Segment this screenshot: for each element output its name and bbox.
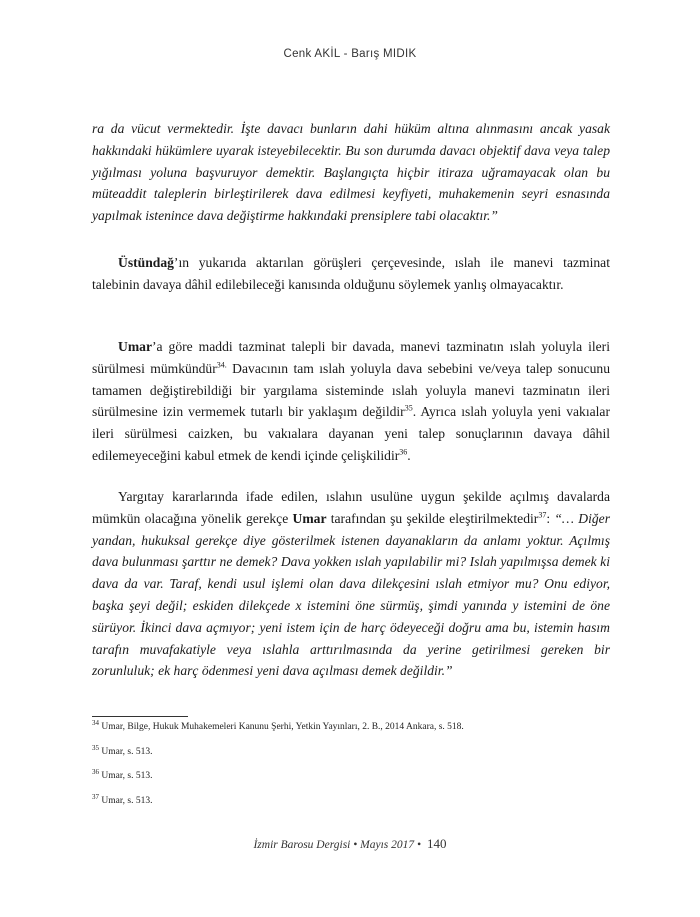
footnote-ref[interactable]: 34. [216, 360, 227, 370]
footnote-text: Umar, s. 513. [99, 746, 153, 757]
paragraph-text: . [407, 447, 411, 463]
footnote-number: 36 [92, 767, 99, 776]
paragraph-text: : [546, 510, 555, 526]
paragraph-text: . Ayrıca ıslah yoluyla yeni vakıalar ileri sürülmesi caizken, bu vakıalara dayanan yeni talep sonuçlarının davaya dâhil edilemeyeceğini kabul etmek de kendi içinde çelişkilidir [92, 404, 610, 463]
paragraph-text: Yargıtay kararlarında ifade edilen, ıslahın usulüne uygun şekilde açılmış davalarda mümkün olacağına yönelik gerekçe [92, 489, 610, 526]
paragraph-text: ’ın yukarıda aktarılan görüşleri çerçevesinde, ıslah ile manevi tazminat talebinin davaya dâhil edilebileceği kanısında olduğunu söylemek yanlış olmayacaktır. [92, 255, 610, 292]
paragraph-text: Davacının tam ıslah yoluyla dava sebebini ve/veya talep sonucunu tamamen değiştirebildiği bir yargılama sisteminde ıslah yoluyla manevi tazminatın ileri sürülmesine izin vermemek tutarlı bir yaklaşım değildir [92, 360, 610, 420]
body-text [92, 118, 610, 227]
paragraph-quote-continuation: ra da vücut vermektedir. İşte davacı bunların dahi hüküm altına alınmasını ancak yasak hakkındaki hükümlere uyarak isteyebilecektir. Bu son durumda davacı objektif dava veya talep yığılması yoluna başvuruyor demektir. Başlangıçta hiçbir itiraza uğramayacak olan bu müteaddit taleplerin birleştirilerek dava edilmesi keyfiyeti, muhakemenin seyri esnasında yapılmak istenince dava değiştirme hakkındaki prensiplere tabi olacaktır.” [92, 121, 610, 224]
author-name-bold: Umar [118, 339, 152, 354]
footnote-ref[interactable]: 37 [538, 510, 547, 520]
footnotes [92, 718, 610, 819]
footnote-item [92, 743, 610, 758]
paragraph-yargitay [92, 486, 610, 682]
footnote-ref[interactable]: 35 [404, 403, 413, 413]
footnote-text: Umar, s. 513. [99, 795, 153, 806]
author-name-bold: Üstündağ [118, 255, 174, 270]
footnote-text: Umar, s. 513. [99, 771, 153, 781]
journal-name: İzmir Barosu Dergisi • Mayıs 2017 • [253, 839, 422, 851]
paragraph-umar [92, 336, 610, 467]
author-name-bold: Umar [292, 510, 327, 526]
body-text-2 [92, 252, 610, 296]
footnote-number: 35 [92, 743, 99, 752]
footnote-ref[interactable]: 36 [399, 447, 408, 457]
footnote-item [92, 767, 610, 782]
body-text-4 [92, 486, 610, 682]
footnote-text: Umar, Bilge, Hukuk Muhakemeleri Kanunu Şerhi, Yetkin Yayınları, 2. B., 2014 Ankara, s. 518. [99, 722, 464, 732]
paragraph-text: tarafından şu şekilde eleştirilmektedir [326, 510, 539, 526]
paragraph-ustundag [92, 252, 610, 296]
footnote-item [92, 792, 610, 807]
footnote-item [92, 718, 610, 733]
paragraph-text: ’a göre maddi tazminat talepli bir davada, manevi tazminatın ıslah yoluyla ileri sürülmesi mümkündür [92, 339, 610, 376]
page-footer [0, 836, 700, 852]
running-header: Cenk AKİL - Barış MIDIK [283, 48, 417, 60]
block-quote: “… Diğer yandan, hukuksal gerekçe diye gösterilmek istenen dayanakların da anlamı yoktur. Açılmış dava bulunması şarttır ne demek? Dava yokken ıslah yapılabilir mi? Islah yapılmışsa demek ki dava da var. Taraf, kendi usul işlemi olan dava dilekçesini ıslah etmiyor mu? Onu ediyor, başka şeyi değil; eskiden dilekçede x istemini öne sürmüş, şimdi yanında y istemini de öne sürüyor. İkinci dava açmıyor; yeni istem için de harç ödeyeceği doğru ama bu, istemin hasım tarafın muvafakatiyle veya ıslahla arttırılmasında da yerine getirilmesi gereken bir zorunluluk; ek harç ödenmesi yeni dava açılması demek değildir.” [92, 510, 610, 679]
footnote-number: 37 [92, 792, 99, 801]
page-number: 140 [427, 836, 447, 851]
footnote-divider [92, 716, 188, 717]
body-text-3 [92, 336, 610, 467]
footnote-number: 34 [92, 718, 99, 727]
